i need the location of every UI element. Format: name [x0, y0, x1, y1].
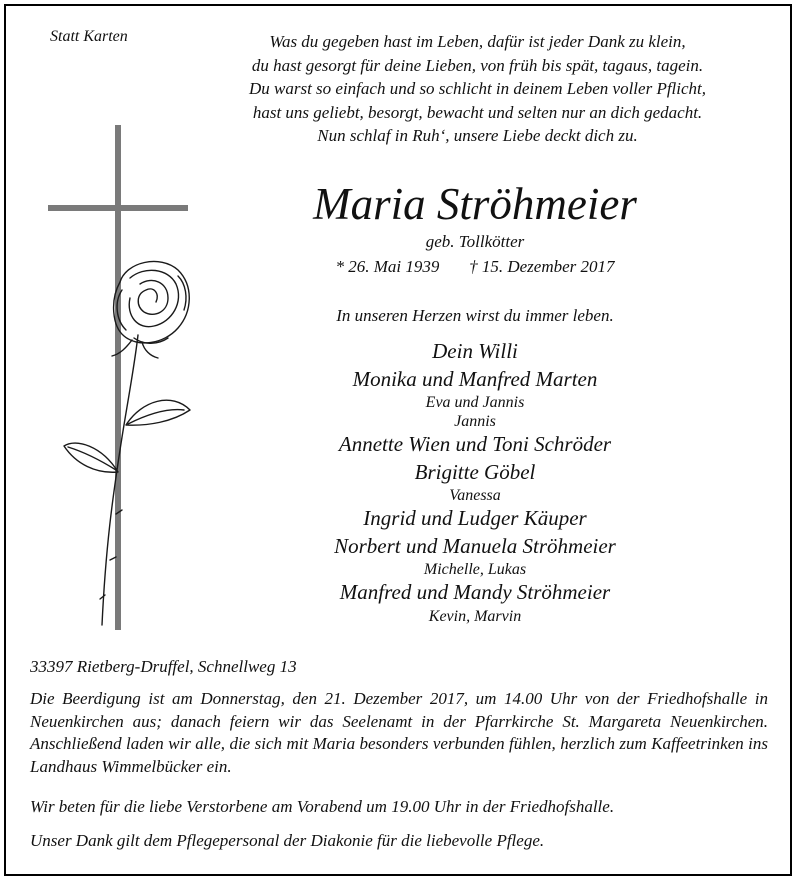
life-dates: * 26. Mai 1939 † 15. Dezember 2017: [335, 257, 615, 276]
funeral-text: Die Beerdigung ist am Donnerstag, den 21. Dezember 2017, um 14.00 Uhr von der Friedhofshalle in Neuenkirchen aus; danach feiern wir das Seelenamt in der Pfarrkirche St. Margareta Neuenkirchen. Anschließend laden wir alle, die sich mit Maria besonders verbunden fühlen, herzlich zum Kaffeetrinken ins Landhaus Wimmelbücker ein.: [30, 689, 768, 776]
birth-name: geb. Tollkötter: [425, 232, 525, 251]
mourner-line: Annette Wien und Toni Schröder: [338, 432, 612, 456]
mourner-line: Kevin, Marvin: [428, 607, 522, 625]
poem-line: Du warst so einfach und so schlicht in deinem Leben voller Pflicht,: [248, 79, 707, 98]
rose-stem: [102, 335, 138, 625]
mourner-line: Ingrid und Ludger Käuper: [363, 506, 587, 530]
motto: In unseren Herzen wirst du immer leben.: [336, 306, 614, 325]
poem-line: Was du gegeben hast im Leben, dafür ist jeder Dank zu klein,: [269, 32, 686, 51]
deceased-name: Maria Ströhmeier: [313, 179, 637, 229]
mourner-line: Monika und Manfred Marten: [352, 366, 598, 391]
mourner-line: Brigitte Göbel: [414, 459, 536, 484]
mourner-line: Dein Willi: [432, 339, 518, 363]
address: 33397 Rietberg-Druffel, Schnellweg 13: [30, 657, 297, 676]
mourner-line: Manfred und Mandy Ströhmeier: [339, 580, 611, 604]
mourner-line: Eva und Jannis: [425, 394, 525, 411]
mourners-list: [250, 338, 700, 626]
mourner-line: Vanessa: [449, 487, 501, 504]
mourner-line: Michelle, Lukas: [423, 561, 527, 578]
mourner-line: Jannis: [454, 413, 496, 430]
statt-karten-label: Statt Karten: [50, 28, 128, 45]
rose-icon: [60, 250, 200, 630]
poem: [190, 30, 765, 148]
mourner-line: Norbert und Manuela Ströhmeier: [334, 533, 616, 558]
prayer-text: Wir beten für die liebe Verstorbene am Vorabend um 19.00 Uhr in der Friedhofshalle.: [30, 797, 615, 816]
poem-line: du hast gesorgt für deine Lieben, von früh bis spät, tagaus, tagein.: [251, 55, 704, 75]
poem-line: Nun schlaf in Ruh‘, unsere Liebe deckt dich zu.: [317, 126, 638, 145]
poem-line: hast uns geliebt, besorgt, bewacht und selten nur an dich gedacht.: [252, 102, 703, 122]
thanks-text: Unser Dank gilt dem Pflegepersonal der Diakonie für die liebevolle Pflege.: [30, 831, 545, 850]
rose-leaf: [64, 443, 118, 472]
cross-horizontal-beam: [48, 205, 188, 211]
